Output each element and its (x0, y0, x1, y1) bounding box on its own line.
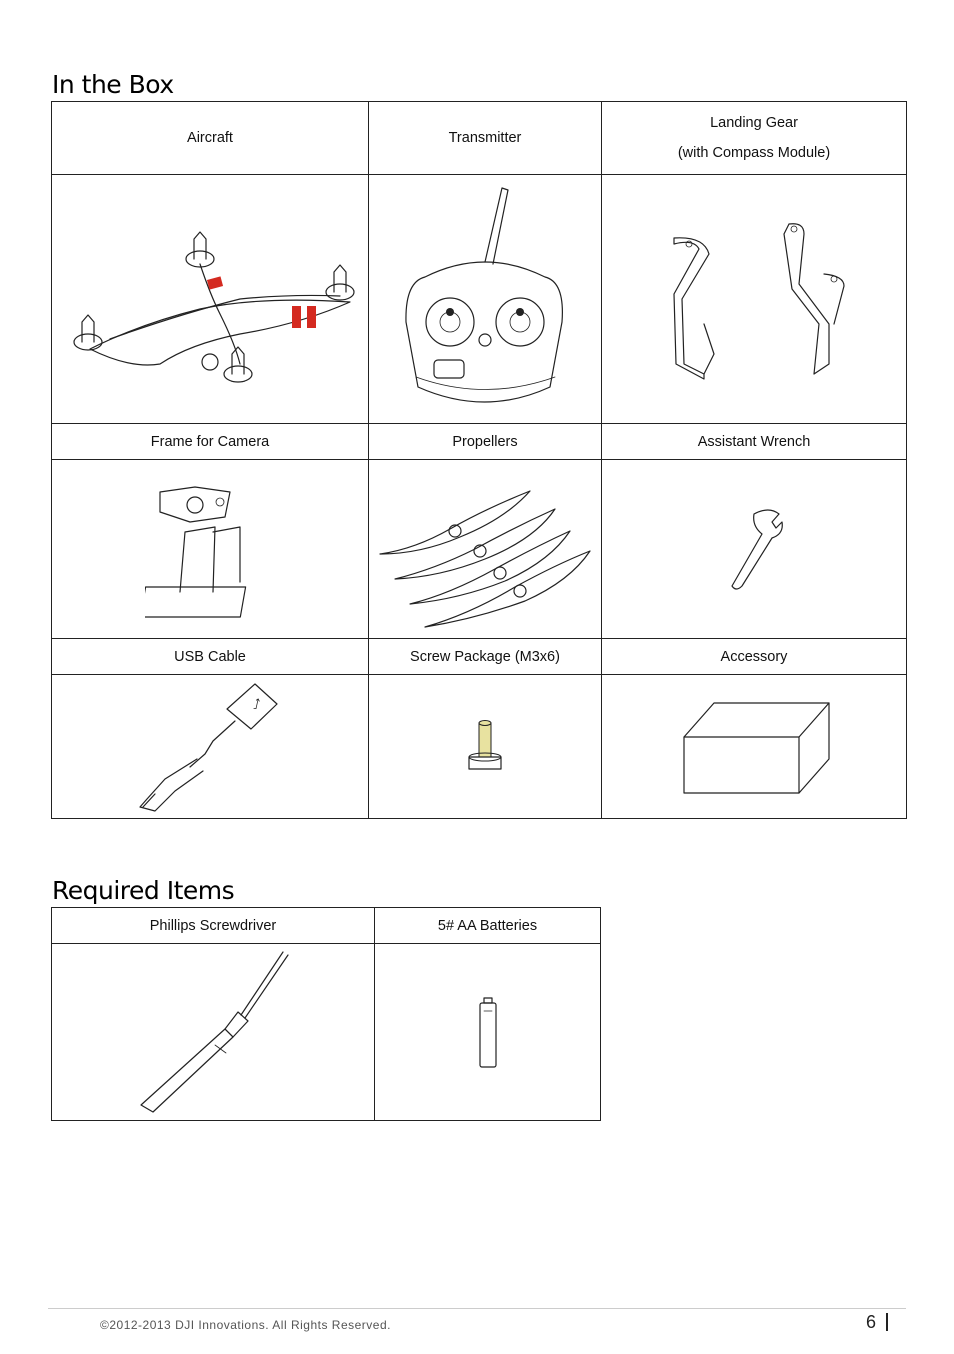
item-label-propellers: Propellers (369, 424, 602, 460)
item-label-screw-package: Screw Package (M3x6) (369, 639, 602, 675)
usb-cable-image-cell (52, 675, 369, 819)
battery-icon (473, 995, 503, 1070)
landing-gear-icon (654, 214, 854, 384)
screwdriver-icon (123, 947, 303, 1117)
screwdriver-image-cell (52, 944, 375, 1121)
landing-gear-label-line2: (with Compass Module) (677, 145, 831, 161)
footer-divider (48, 1308, 906, 1309)
item-label-batteries: 5# AA Batteries (375, 908, 601, 944)
item-label-camera-frame: Frame for Camera (52, 424, 369, 460)
svg-text:⭜: ⭜ (253, 697, 261, 713)
aircraft-image-cell (52, 175, 369, 424)
copyright-text: ©2012-2013 DJI Innovations. All Rights Reserved. (100, 1318, 391, 1332)
landing-gear-image-cell (602, 175, 907, 424)
aircraft-icon (60, 214, 360, 384)
camera-frame-image-cell (52, 460, 369, 639)
accessory-image-cell (602, 675, 907, 819)
battery-image-cell (375, 944, 601, 1121)
transmitter-icon (390, 182, 580, 417)
item-label-wrench: Assistant Wrench (602, 424, 907, 460)
page-number-bar (886, 1313, 888, 1331)
item-label-landing-gear (602, 102, 907, 175)
item-label-transmitter: Transmitter (369, 102, 602, 175)
screw-image-cell (369, 675, 602, 819)
wrench-icon (724, 504, 784, 594)
section-title-in-the-box: In the Box (52, 70, 174, 99)
item-label-aircraft: Aircraft (52, 102, 369, 175)
propellers-icon (375, 469, 595, 629)
required-items-table (51, 907, 601, 1121)
item-label-usb-cable: USB Cable (52, 639, 369, 675)
screw-icon (465, 717, 505, 777)
propellers-image-cell (369, 460, 602, 639)
item-label-accessory: Accessory (602, 639, 907, 675)
page-number: 6 (866, 1312, 877, 1332)
landing-gear-label-line1: Landing Gear (710, 115, 798, 131)
wrench-image-cell (602, 460, 907, 639)
section-title-required-items: Required Items (52, 876, 235, 905)
camera-frame-icon (145, 477, 275, 622)
item-label-screwdriver: Phillips Screwdriver (52, 908, 375, 944)
box-icon (674, 697, 834, 797)
in-the-box-table (51, 101, 907, 819)
usb-cable-icon (135, 679, 285, 814)
transmitter-image-cell (369, 175, 602, 424)
